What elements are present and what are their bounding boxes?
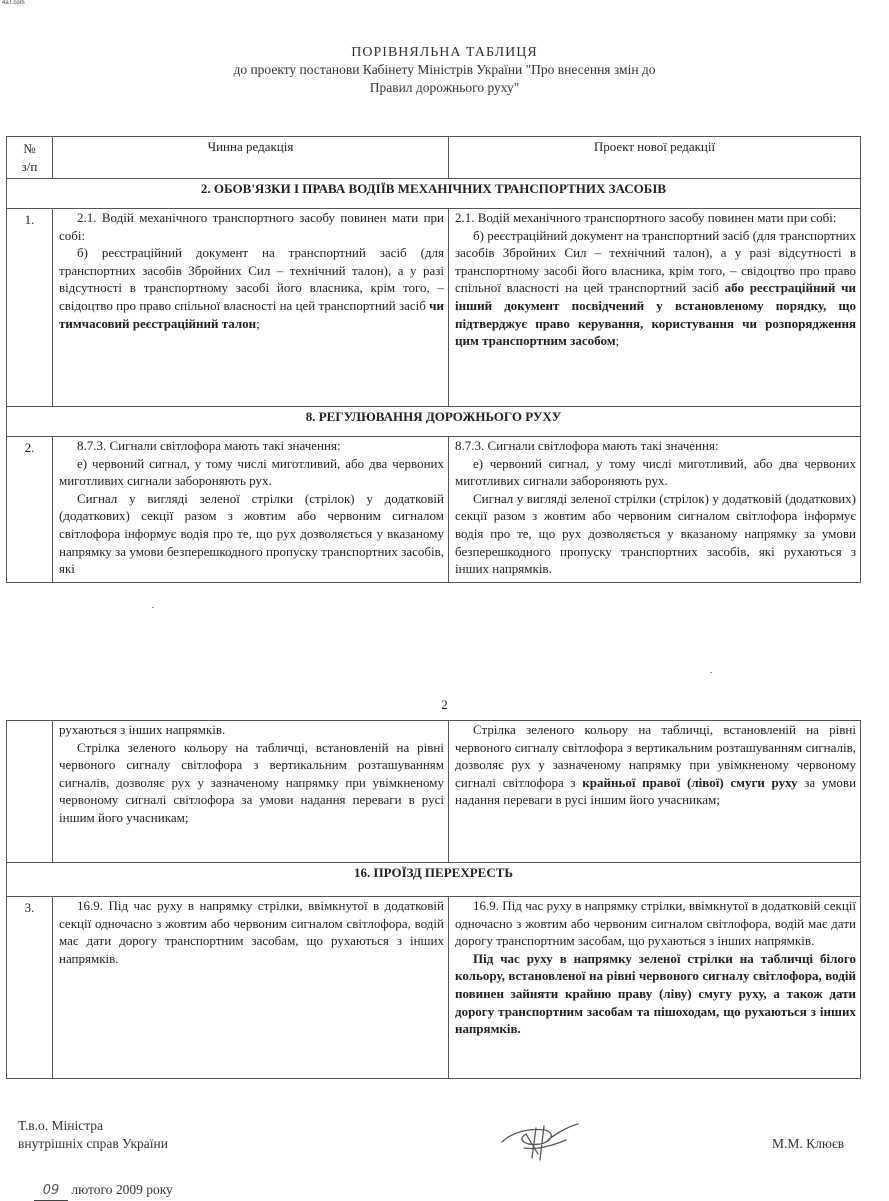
bold-text: або реєстраційний чи інший документ посвідчений у встановленому порядку, що підтверджує право керування, користування чи розпорядження цим транспортним засобом: [455, 280, 856, 349]
position-line1: Т.в.о. Міністра: [18, 1118, 104, 1133]
column-number-header: [7, 137, 53, 179]
current-text-cell: [53, 721, 449, 863]
document-title: ПОРІВНЯЛЬНА ТАБЛИЦЯ: [351, 45, 538, 60]
paragraph-text: ;: [256, 315, 260, 331]
table-row: [7, 897, 861, 1079]
current-text-cell: [53, 437, 449, 583]
scan-speck: [710, 672, 712, 673]
bold-text: крайньої правої (лівої) смуги руху: [582, 774, 798, 790]
page-number: 2: [441, 697, 448, 712]
paragraph: Стрілка зеленого кольору на табличці, встановленій на рівні червоного сигналу світлофора з вертикальним розташуванням сигналів, дозволяє рух у зазначеному напрямку при увімкненому червоному сигналі світлофора за умови надання переваги в русі іншим його учасникам;: [59, 739, 444, 825]
new-text-cell: [449, 897, 861, 1079]
section-heading-8: 8. РЕГУЛЮВАННЯ ДОРОЖНЬОГО РУХУ: [7, 407, 861, 437]
new-text-cell: [449, 209, 861, 407]
section-heading-2: 2. ОБОВ'ЯЗКИ І ПРАВА ВОДІЇВ МЕХАНІЧНИХ ТРАНСПОРТНИХ ЗАСОБІВ: [7, 179, 861, 209]
section-heading-16: 16. ПРОЇЗД ПЕРЕХРЕСТЬ: [7, 863, 861, 897]
document-subtitle-line1: до проекту постанови Кабінету Міністрів України "Про внесення змін до: [233, 62, 656, 77]
paragraph-text: б) реєстраційний документ на транспортний засіб (для транспортних засобів Збройних Сил – технічний талон), а у разі відсутності в транспортному засобі його власника, крім того, – свідоцтво про право спільної власності на цей транспортний засіб: [59, 245, 444, 313]
document-subtitle-line2: Правил дорожнього руху": [369, 80, 520, 95]
current-text-cell: [53, 209, 449, 407]
paragraph: 16.9. Під час руху в напрямку стрілки, ввімкнутої в додатковій секції одночасно з жовтим або червоним сигналом світлофора, водій має дати дорогу транспортним засобам, що рухаються з інших напрямків.: [59, 898, 444, 966]
paragraph: 8.7.3. Сигнали світлофора мають такі значення:: [455, 438, 719, 453]
paragraph: [455, 721, 856, 809]
date-text: лютого 2009 року: [71, 1182, 173, 1197]
number-header-line2: з/п: [21, 159, 38, 174]
signatory-name: М.М. Клюєв: [772, 1136, 845, 1151]
paragraph: [455, 950, 856, 1038]
paragraph-text: ;: [615, 333, 620, 349]
paragraph: [59, 244, 444, 332]
paragraph-text: Стрілка зеленого кольору на табличці, встановленій на рівні червоного сигналу світлофора з вертикальним розташуванням сигналів, дозволяє рух у зазначеному напрямку при увімкненому червоному сигналі світлофора з: [455, 722, 856, 790]
table-row: [7, 209, 861, 407]
scan-speck: [152, 607, 154, 608]
paragraph-text: за умови надання переваги в русі іншим його учасникам;: [455, 774, 857, 808]
signatory-position: [18, 1117, 168, 1153]
row-number: 3.: [7, 897, 53, 1079]
handwritten-signature: [496, 1118, 582, 1164]
paragraph: Сигнал у вигляді зеленої стрілки (стрілок) у додатковій (додаткових) секції разом з жовтим або червоним сигналом світлофора інформує водія про те, що рух дозволяється у вказаному напрямку за умови безперешкодного пропуску транспортних засобів, які: [59, 490, 444, 577]
signing-date: [34, 1181, 173, 1201]
handwritten-day: 09: [34, 1182, 68, 1201]
column-current-header: Чинна редакція: [53, 137, 449, 179]
row-number: 1.: [7, 209, 53, 407]
paragraph: [455, 227, 856, 350]
table-header-row: [7, 137, 861, 179]
section-row: [7, 407, 861, 437]
paragraph: 16.9. Під час руху в напрямку стрілки, ввімкнутої в додатковій секції одночасно з жовтим або червоним сигналом світлофора, водій має дати дорогу транспортним засобам, що рухаються з інших напрямків.: [455, 898, 856, 949]
paragraph: Сигнал у вигляді зеленої стрілки (стрілок) у додатковій (додаткових) секції разом з жовтим або червоним сигналом світлофора інформує водія про те, що рух дозволяється у вказаному напрямку за умови безперешкодного пропуску транспортних засобів, які рухаються з інших напрямків.: [455, 490, 856, 577]
section-row: [7, 179, 861, 209]
bold-text: чи тимчасовий реєстраційний талон: [59, 297, 444, 331]
new-text-cell: [449, 437, 861, 583]
paragraph: рухаються з інших напрямків.: [59, 722, 226, 737]
table-row: [7, 721, 861, 863]
section-row: [7, 863, 861, 897]
comparison-table-page2: [6, 720, 861, 1079]
paragraph: е) червоний сигнал, у тому числі миготливий, або два червоних миготливих сигнали забороняють рух.: [59, 455, 444, 489]
comparison-table-page1: [6, 136, 861, 583]
row-number: 2.: [7, 437, 53, 583]
table-row: [7, 437, 861, 583]
bold-text: Під час руху в напрямку зеленої стрілки на табличці білого кольору, встановленої на рівні червоного сигналу світлофора, водій повинен зайняти крайню праву (ліву) смугу руху, а також дати дорогу транспортним засобам та пішоходам, що рухаються з інших напрямків.: [455, 950, 856, 1037]
row-number-empty: [7, 721, 53, 863]
position-line2: внутрішніх справ України: [18, 1136, 168, 1151]
new-text-cell: [449, 721, 861, 863]
watermark-text: 4aT.com: [2, 0, 25, 6]
document-header: [0, 45, 889, 97]
paragraph-text: б) реєстраційний документ на транспортний засіб (для транспортних засобів Збройних Сил – технічний талон), а у разі відсутності в транспортному засобі його власника, крім того, – свідоцтво про право спільної власності на цей транспортний засіб: [455, 227, 856, 296]
current-text-cell: [53, 897, 449, 1079]
number-header-line1: №: [23, 141, 36, 157]
paragraph: 2.1. Водій механічного транспортного засобу повинен мати при собі:: [455, 210, 837, 225]
paragraph: е) червоний сигнал, у тому числі миготливий, або два червоних миготливих сигнали забороняють рух.: [455, 455, 856, 489]
column-new-header: Проект нової редакції: [449, 137, 861, 179]
paragraph: 8.7.3. Сигнали світлофора мають такі значення:: [77, 438, 341, 453]
paragraph: 2.1. Водій механічного транспортного засобу повинен мати при собі:: [59, 210, 444, 243]
